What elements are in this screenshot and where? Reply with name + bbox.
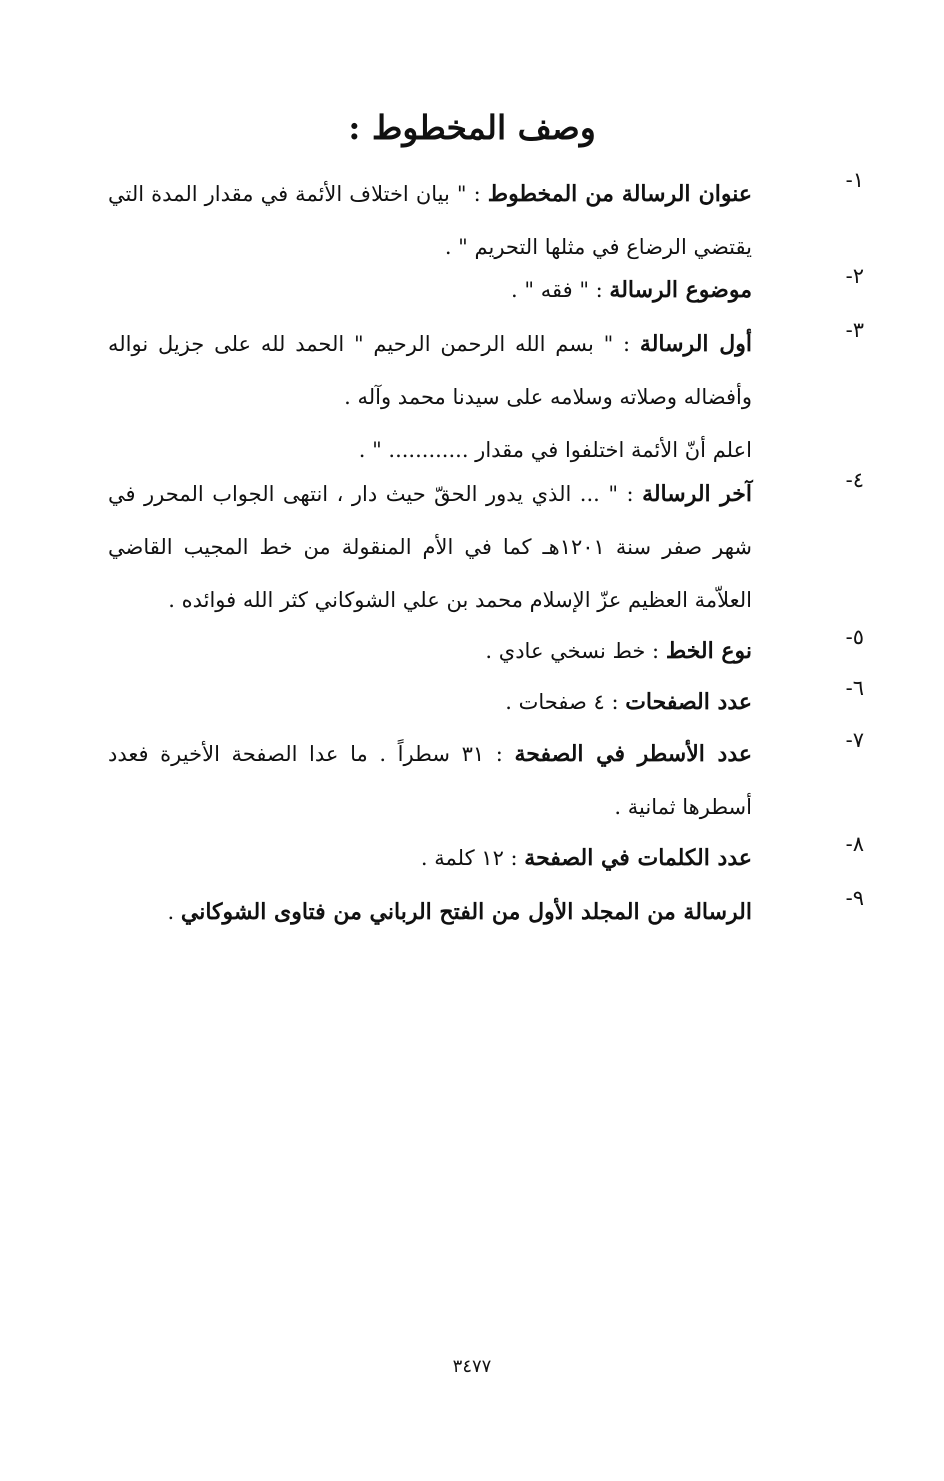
item-label: أول الرسالة: [639, 331, 753, 357]
page-number: ٣٤٧٧: [452, 1356, 492, 1377]
page-title: وصف المخطوط :: [348, 108, 596, 147]
item-body: [108, 728, 752, 834]
item-number: ١-: [845, 168, 864, 192]
item-text: : " فقه " .: [511, 278, 610, 302]
item-body: [108, 468, 752, 627]
item-number: ٨-: [845, 832, 864, 856]
item-text: : خط نسخي عادي .: [485, 639, 666, 663]
item-text: : ٤ صفحات .: [505, 690, 626, 714]
item-body: [108, 886, 752, 939]
item-number: ٦-: [845, 676, 864, 700]
list-item-beginning: [108, 318, 864, 477]
item-body: [108, 832, 752, 885]
item-body: [108, 676, 752, 729]
item-number: ٥-: [845, 625, 864, 649]
item-text: : " بسم الله الرحمن الرحيم " الحمد لله على جزيل نواله وأفضاله وصلاته وسلامه على سيدنا محمد وآله .: [108, 332, 752, 409]
list-item-page-count: [108, 676, 864, 729]
item-number: ٩-: [845, 886, 864, 910]
item-label: عدد الكلمات في الصفحة: [524, 845, 752, 871]
item-label: نوع الخط: [665, 638, 752, 664]
item-body: [108, 318, 752, 477]
item-text: : " بيان اختلاف الأئمة في مقدار المدة التي يقتضي الرضاع في مثلها التحريم " .: [108, 182, 752, 259]
item-label: عنوان الرسالة من المخطوط: [487, 181, 752, 207]
item-label: آخر الرسالة: [642, 481, 752, 507]
item-label: الرسالة من المجلد الأول من الفتح الرباني من فتاوى الشوكاني: [180, 899, 752, 925]
list-item-title: [108, 168, 864, 274]
item-number: ٢-: [845, 264, 864, 288]
list-item-lines-per-page: [108, 728, 864, 834]
list-item-source-volume: [108, 886, 864, 939]
list-item-subject: [108, 264, 864, 317]
item-number: ٣-: [845, 318, 864, 342]
item-text: : ١٢ كلمة .: [420, 846, 525, 870]
item-body: [108, 168, 752, 274]
item-number: ٧-: [845, 728, 864, 752]
item-extra-text: اعلم أنّ الأئمة اختلفوا في مقدار ............ " .: [358, 438, 752, 462]
list-item-ending: [108, 468, 864, 627]
item-label: عدد الصفحات: [625, 689, 752, 715]
list-item-script-type: [108, 625, 864, 678]
item-text: : " ... الذي يدور الحقّ حيث دار ، انتهى الجواب المحرر في شهر صفر سنة ١٢٠١هـ كما في الأم المنقولة من خط المجيب القاضي العلاّمة العظيم عزّ الإسلام محمد بن علي الشوكاني كثر الله فوائده .: [108, 482, 752, 612]
item-text: : ٣١ سطراً . ما عدا الصفحة الأخيرة فعدد أسطرها ثمانية .: [108, 742, 752, 819]
item-body: [108, 625, 752, 678]
item-label: موضوع الرسالة: [609, 277, 752, 303]
item-number: ٤-: [845, 468, 864, 492]
list-item-words-per-page: [108, 832, 864, 885]
item-body: [108, 264, 752, 317]
item-text: .: [167, 900, 181, 924]
item-label: عدد الأسطر في الصفحة: [514, 741, 752, 767]
